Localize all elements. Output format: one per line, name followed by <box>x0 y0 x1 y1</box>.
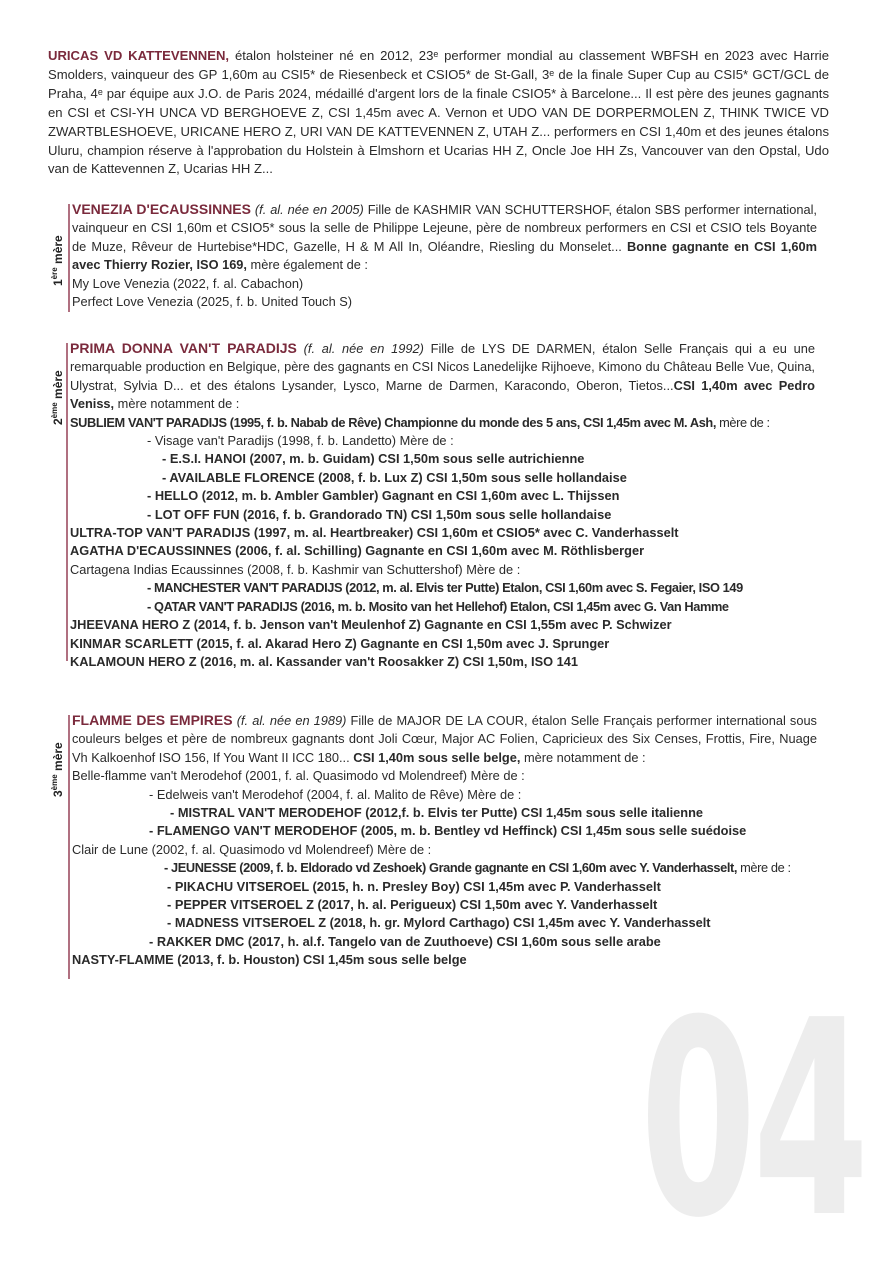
dam-achievement: Bonne gagnante en CSI 1,60m avec Thierry Rozier, ISO 169, <box>72 238 817 273</box>
section-bar <box>68 204 70 312</box>
offspring-line: Clair de Lune (2002, f. al. Quasimodo vd Molendreef) Mère de : <box>72 841 432 857</box>
offspring-line: KALAMOUN HERO Z (2016, m. al. Kassander van't Roosakker Z) CSI 1,50m, ISO 141 <box>70 653 578 669</box>
offspring-line: Cartagena Indias Ecaussinnes (2008, f. b. Kashmir van Schuttershof) Mère de : <box>70 561 521 577</box>
dam-description: Fille de KASHMIR VAN SCHUTTERSHOF, étalon SBS performer international, vainqueur en CSI 1,60m et CSIO5* sous la selle de Philippe Lejeune, père de nombreux performers en CSI et CSIO tels Boyante de Muze, Rêveur de Hurtebise*HDC, Gazelle, H & M All In, Oléandre, Riesling du Monselet... <box>72 202 817 254</box>
offspring-line: ULTRA-TOP VAN'T PARADIJS (1997, m. al. Heartbreaker) CSI 1,60m et CSIO5* avec C. Vanderhasselt <box>70 525 679 541</box>
offspring-line: - JEUNESSE (2009, f. b. Eldorado vd Zeshoek) Grande gagnante en CSI 1,60m avec Y. Vanderhasselt, mère de : <box>164 860 791 876</box>
dam-note: (f. al. née en 1992) <box>303 341 424 356</box>
offspring-line: - AVAILABLE FLORENCE (2008, f. b. Lux Z) CSI 1,50m sous selle hollandaise <box>162 469 627 485</box>
offspring-line: - HELLO (2012, m. b. Ambler Gambler) Gagnant en CSI 1,60m avec L. Thijssen <box>147 488 620 504</box>
offspring-line: SUBLIEM VAN'T PARADIJS (1995, f. b. Nabab de Rêve) Championne du monde des 5 ans, CSI 1,45m avec M. Ash, mère de : <box>70 414 770 430</box>
offspring-line: Perfect Love Venezia (2025, f. b. United Touch S) <box>72 294 353 310</box>
offspring-line: - MANCHESTER VAN'T PARADIJS (2012, m. al. Elvis ter Putte) Etalon, CSI 1,60m avec S. Fegaier, ISO 149 <box>147 580 743 596</box>
offspring-line: Belle-flamme van't Merodehof (2001, f. al. Quasimodo vd Molendreef) Mère de : <box>72 768 525 784</box>
offspring-line: - Edelweis van't Merodehof (2004, f. al. Malito de Rêve) Mère de : <box>149 786 522 802</box>
offspring-line: - RAKKER DMC (2017, h. al.f. Tangelo van de Zuuthoeve) CSI 1,60m sous selle arabe <box>149 933 661 949</box>
dam-title: VENEZIA D'ECAUSSINNES <box>72 201 251 217</box>
offspring-line: KINMAR SCARLETT (2015, f. al. Akarad Hero Z) Gagnante en CSI 1,50m avec J. Sprunger <box>70 635 610 651</box>
sire-description: étalon holsteiner né en 2012, 23ᵉ performer mondial au classement WBFSH en 2023 avec Harrie Smolders, vainqueur des GP 1,60m au CSI5* de Riesenbeck et CSIO5* de St-Gall, 3ᵉ de la finale Super Cup au CSI5* GCT/GCL de Praha, 4ᵉ par équipe aux J.O. de Paris 2024, médaillé d'argent lors de la finale CSIO5* à Barcelone... Il est père des jeunes gagnants en CSI et CSI-YH UNCA VD BERGHOEVE Z, CSI 1,45m avec A. Vernon et UDO VAN DE DORPERMOLEN Z, THINK TWICE VD ZWARTBLESHOEVE, URICANE HERO Z, URI VAN DE KATTEVENNEN Z, UTAH Z... performers en CSI 1,40m et des jeunes étalons Uluru, champion réserve à l'approbation du Holstein à Elmshorn et Ucarias HH Z, Oncle Joe HH Zs, Vancouver van den Opstal, Udo van de Kattevennen Z, Ucarias HH Z... <box>48 48 829 177</box>
sire-name: URICAS VD KATTEVENNEN, <box>48 48 230 63</box>
dam-title: PRIMA DONNA VAN'T PARADIJS <box>70 340 297 356</box>
left-edge-strip <box>0 0 4 70</box>
offspring-line: - PEPPER VITSEROEL Z (2017, h. al. Perigueux) CSI 1,50m avec Y. Vanderhasselt <box>167 897 658 913</box>
section-second-dam: 2ème mère PRIMA DONNA VAN'T PARADIJS (f. al. née en 1992) Fille de LYS DE DARMEN, étalon Selle Français qui a eu une remarquable production en Belgique, père des gagnants en CSI Nicos Lanedelijke Rijhoeve, Kimono du Château Belle Vue, Quina, Ulystrat, Sylvia D... et des étalons Lysander, Lysco, Marne de Darmen, Karacondo, Oberon, Tietos...CSI 1,40m avec Pedro Veniss, mère notamment de : SUBLIEM VAN'T PARADIJS (1995, f. b. Nabab de Rêve) Championne du monde des 5 ans, CSI 1,45m avec M. Ash, mère de : - Visage van't Paradijs (1998, f. b. Landetto) Mère de : - E.S.I. HANOI (2007, m. b. Guidam) CSI 1,50m sous selle autrichienne - AVAILABLE FLORENCE (2008, f. b. Lux Z) CSI 1,50m sous selle hollandaise - HELLO (2012, m. b. Ambler Gambler) Gagnant en CSI 1,60m avec L. Thijssen - LOT OFF FUN (2016, f. b. Grandorado TN) CSI 1,50m sous selle hollandaise ULTRA-TOP VAN'T PARADIJS (1997, m. al. Heartbreaker) CSI 1,60m et CSIO5* avec C. Vanderhasselt AGATHA D'ECAUSSINNES (2006, f. al. Schilling) Gagnante en CSI 1,60m avec M. Röthlisberger Cartagena Indias Ecaussinnes (2008, f. b. Kashmir van Schuttershof) Mère de : - MANCHESTER VAN'T PARADIJS (2012, m. al. Elvis ter Putte) Etalon, CSI 1,60m avec S. Fegaier, ISO 149 - QATAR VAN'T PARADIJS (2016, m. b. Mosito van het Hellehof) Etalon, CSI 1,45m avec G. Van Hamme JHEEVANA HERO Z (2014, f. b. Jenson van't Meulenhof Z) Gagnante en CSI 1,55m avec P. Schwizer KINMAR SCARLETT (2015, f. al. Akarad Hero Z) Gagnante en CSI 1,50m avec J. Sprunger KALAMOUN HERO Z (2016, m. al. Kassander van't Roosakker Z) CSI 1,50m, ISO 141 <box>70 339 815 671</box>
page-number-watermark: 04 <box>640 962 866 1277</box>
offspring-line: - LOT OFF FUN (2016, f. b. Grandorado TN) CSI 1,50m sous selle hollandaise <box>147 506 612 522</box>
offspring-line: - FLAMENGO VAN'T MERODEHOF (2005, m. b. Bentley vd Heffinck) CSI 1,45m sous selle suédoise <box>149 823 747 839</box>
rank-label: 2ème mère <box>50 370 65 425</box>
offspring-line: JHEEVANA HERO Z (2014, f. b. Jenson van't Meulenhof Z) Gagnante en CSI 1,55m avec P. Schwizer <box>70 617 672 633</box>
dam-note: (f. al. née en 1989) <box>236 713 347 728</box>
section-third-dam: 3ème mère FLAMME DES EMPIRES (f. al. née en 1989) Fille de MAJOR DE LA COUR, étalon Selle Français performer international sous couleurs belges et père de nombreux gagnants dont Joli Cœur, Major AC Folien, Capricieux des Six Censes, Frottis, Fire, Nuage Vh Kalkoenhof ISO 156, If You Want II ICC 180... CSI 1,40m sous selle belge, mère notamment de : Belle-flamme van't Merodehof (2001, f. al. Quasimodo vd Molendreef) Mère de : - Edelweis van't Merodehof (2004, f. al. Malito de Rêve) Mère de : - MISTRAL VAN'T MERODEHOF (2012,f. b. Elvis ter Putte) CSI 1,45m sous selle italienne - FLAMENGO VAN'T MERODEHOF (2005, m. b. Bentley vd Heffinck) CSI 1,45m sous selle suédoise Clair de Lune (2002, f. al. Quasimodo vd Molendreef) Mère de : - JEUNESSE (2009, f. b. Eldorado vd Zeshoek) Grande gagnante en CSI 1,60m avec Y. Vanderhasselt, mère de : - PIKACHU VITSEROEL (2015, h. n. Presley Boy) CSI 1,45m avec P. Vanderhasselt - PEPPER VITSEROEL Z (2017, h. al. Perigueux) CSI 1,50m avec Y. Vanderhasselt - MADNESS VITSEROEL Z (2018, h. gr. Mylord Carthago) CSI 1,45m avec Y. Vanderhasselt - RAKKER DMC (2017, h. al.f. Tangelo van de Zuuthoeve) CSI 1,60m sous selle arabe NASTY-FLAMME (2013, f. b. Houston) CSI 1,45m sous selle belge <box>72 711 817 970</box>
section-first-dam: 1ère mère VENEZIA D'ECAUSSINNES (f. al. née en 2005) Fille de KASHMIR VAN SCHUTTERSHOF, étalon SBS performer international, vainqueur en CSI 1,60m et CSIO5* sous la selle de Philippe Lejeune, père de nombreux performers en CSI et CSIO tels Boyante de Muze, Rêveur de Hurtebise*HDC, Gazelle, H & M All In, Oléandre, Riesling du Monselet... Bonne gagnante en CSI 1,60m avec Thierry Rozier, ISO 169, mère également de : My Love Venezia (2022, f. al. Cabachon) Perfect Love Venezia (2025, f. b. United Touch S) <box>72 200 817 311</box>
offspring-line: - QATAR VAN'T PARADIJS (2016, m. b. Mosito van het Hellehof) Etalon, CSI 1,45m avec G. Van Hamme <box>147 598 729 614</box>
intro-paragraph <box>48 47 829 179</box>
rank-label: 1ère mère <box>50 235 65 286</box>
dam-description: Fille de MAJOR DE LA COUR, étalon Selle Français performer international sous couleurs belges et père de nombreux gagnants dont Joli Cœur, Major AC Folien, Capricieux des Six Censes, Frottis, Fire, Nuage Vh Kalkoenhof ISO 156, If You Want II ICC 180... <box>72 713 817 765</box>
offspring-line: - MISTRAL VAN'T MERODEHOF (2012,f. b. Elvis ter Putte) CSI 1,45m sous selle italienne <box>170 805 704 821</box>
offspring-line: My Love Venezia (2022, f. al. Cabachon) <box>72 275 304 291</box>
offspring-line: - Visage van't Paradijs (1998, f. b. Landetto) Mère de : <box>147 433 454 449</box>
offspring-line: NASTY-FLAMME (2013, f. b. Houston) CSI 1,45m sous selle belge <box>72 952 467 968</box>
dam-achievement: CSI 1,40m avec Pedro Veniss, <box>70 377 815 412</box>
dam-note: (f. al. née en 2005) <box>254 202 364 217</box>
dam-achievement: CSI 1,40m sous selle belge, <box>353 749 521 765</box>
dam-title: FLAMME DES EMPIRES <box>72 712 233 728</box>
offspring-line: - PIKACHU VITSEROEL (2015, h. n. Presley Boy) CSI 1,45m avec P. Vanderhasselt <box>167 878 661 894</box>
offspring-line: AGATHA D'ECAUSSINNES (2006, f. al. Schilling) Gagnante en CSI 1,60m avec M. Röthlisberger <box>70 543 645 559</box>
offspring-line: - MADNESS VITSEROEL Z (2018, h. gr. Mylord Carthago) CSI 1,45m avec Y. Vanderhasselt <box>167 915 711 931</box>
rank-label: 3ème mère <box>50 742 65 797</box>
dam-description: Fille de LYS DE DARMEN, étalon Selle Français qui a eu une remarquable production en Belgique, père des gagnants en CSI Nicos Lanedelijke Rijhoeve, Kimono du Château Belle Vue, Quina, Ulystrat, Sylvia D... et des étalons Lysander, Lysco, Marne de Darmen, Karacondo, Oberon, Tietos... <box>70 341 815 393</box>
offspring-line: - E.S.I. HANOI (2007, m. b. Guidam) CSI 1,50m sous selle autrichienne <box>162 451 585 467</box>
section-bar <box>68 715 70 979</box>
